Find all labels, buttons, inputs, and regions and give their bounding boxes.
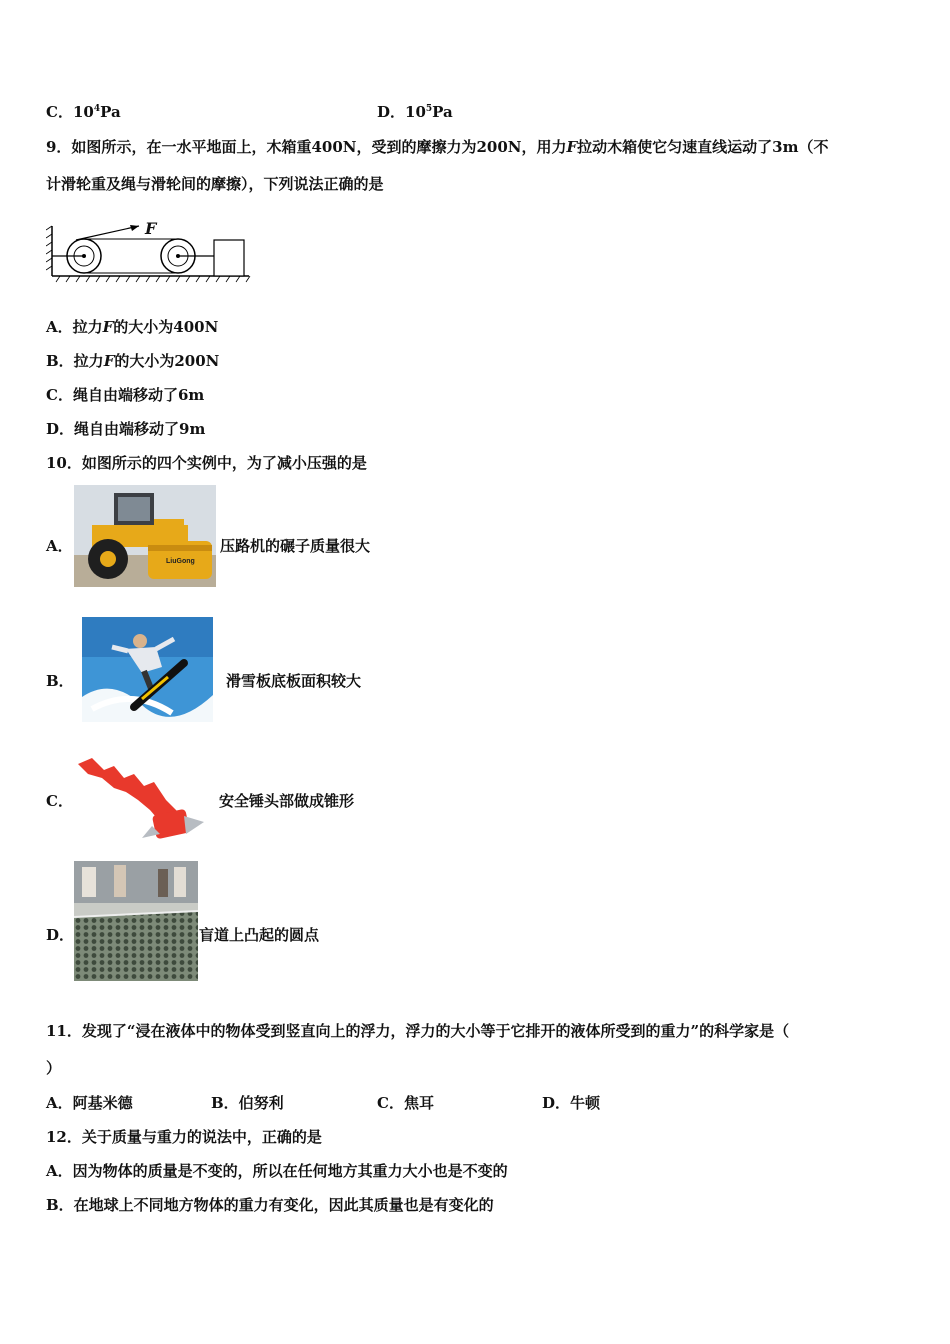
safety-hammer-image — [74, 754, 208, 848]
q10-stem: 10．如图所示的四个实例中，为了减小压强的是 — [46, 454, 367, 472]
q10-option-c-label: C． — [46, 792, 73, 810]
q10-option-b-caption: 滑雪板底板面积较大 — [226, 672, 362, 690]
q8-option-d: D．$10^5Pa$ — [377, 103, 453, 121]
q10-option-a-label: A． — [46, 537, 73, 555]
q11-stem-line2: ） — [46, 1059, 62, 1077]
q12-option-b: B．在地球上不同地方物体的重力有变化，因此其质量也是有变化的 — [46, 1196, 494, 1214]
q10-option-c-caption: 安全锤头部做成锥形 — [219, 792, 355, 810]
pulley-force-label: F — [145, 219, 157, 238]
q8-option-c: C．$10^4Pa$ — [46, 103, 121, 121]
q9-option-c: C．绳自由端移动了6m — [46, 386, 205, 404]
q11-option-b: B．伯努利 — [211, 1094, 284, 1112]
q9-stem-line1: 9．如图所示，在一水平地面上，木箱重400N，受到的摩擦力为200N，用力F拉动木箱使它匀速直线运动了3m（不 — [46, 138, 829, 156]
road-roller-image — [74, 485, 216, 587]
tactile-paving-image — [74, 861, 198, 981]
q9-stem-line2: 计滑轮重及绳与滑轮间的摩擦），下列说法正确的是 — [46, 175, 384, 193]
q11-option-a: A．阿基米德 — [46, 1094, 133, 1112]
q9-option-d: D．绳自由端移动了9m — [46, 420, 206, 438]
q11-option-d: D．牛顿 — [542, 1094, 601, 1112]
q10-option-a-caption: 压路机的碾子质量很大 — [220, 537, 371, 555]
q12-option-a: A．因为物体的质量是不变的，所以在任何地方其重力大小也是不变的 — [46, 1162, 508, 1180]
q10-option-d-caption: 盲道上凸起的圆点 — [199, 926, 320, 944]
q10-option-b-label: B． — [46, 672, 74, 690]
q10-option-d-label: D． — [46, 926, 75, 944]
q11-stem-line1: 11．发现了“浸在液体中的物体受到竖直向上的浮力，浮力的大小等于它排开的液体所受到的重力”的科学家是（ — [46, 1022, 790, 1040]
q9-option-b: B．拉力F的大小为200N — [46, 352, 220, 370]
q12-stem: 12．关于质量与重力的说法中，正确的是 — [46, 1128, 322, 1146]
snowboarder-image — [82, 617, 213, 722]
q11-option-c: C．焦耳 — [377, 1094, 434, 1112]
q9-option-a: A．拉力F的大小为400N — [46, 318, 219, 336]
svg-text:LiuGong: LiuGong — [166, 558, 195, 565]
